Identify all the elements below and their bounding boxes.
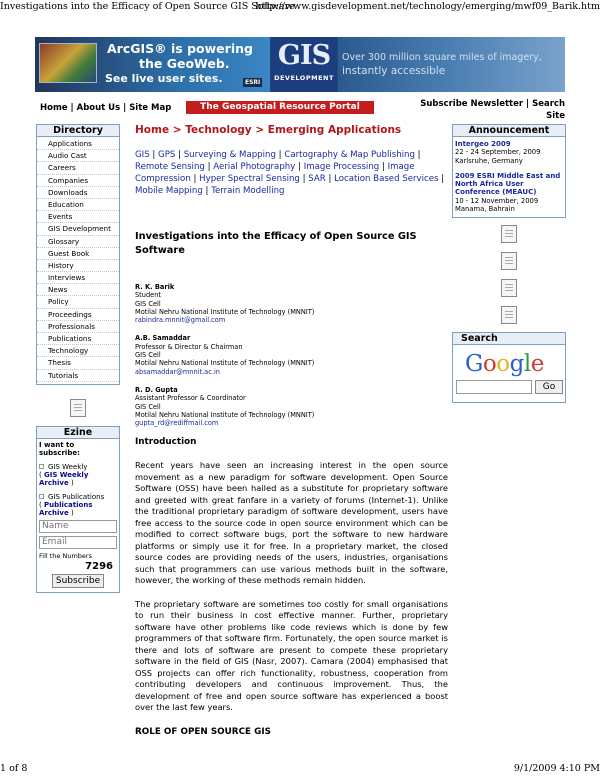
document-icon[interactable] [501, 252, 517, 270]
author-institute: Motilal Nehru National Institute of Technology (MNNIT) [135, 359, 315, 368]
topic-terrain-modelling[interactable]: Terrain Modelling [211, 186, 285, 196]
arcgis-ad[interactable] [35, 37, 270, 92]
author-role: Student [135, 291, 161, 300]
author-name: R. D. Gupta [135, 385, 178, 394]
topic-gis[interactable]: GIS [135, 150, 150, 160]
print-footer [0, 763, 600, 776]
map-thumbnail [39, 43, 97, 83]
breadcrumb-home[interactable]: Home [135, 124, 170, 136]
directory-item-thesis[interactable]: Thesis [37, 357, 119, 369]
author-block [135, 283, 448, 324]
topic-image-processing[interactable]: Image Processing [303, 162, 380, 172]
author-name: R. K. Barik [135, 283, 175, 291]
esri-logo: ESRI [245, 79, 261, 86]
directory-item-professionals[interactable]: Professionals [37, 321, 119, 333]
portal-tagline: The Geospatial Resource Portal [186, 101, 374, 114]
topic-links: GIS | GPS | Surveying & Mapping | Cartography & Map Publishing | Remote Sensing | Aerial Photography | Image Processing | Image Compression | Hyper Spectral Sensing | SAR | Location Based Services | Mobile Mapping | Terrain Modelling [135, 150, 445, 196]
topic-surveying[interactable]: Surveying & Mapping [183, 150, 276, 160]
author-dept: GIS Cell [135, 299, 161, 308]
topic-gps[interactable]: GPS [158, 150, 176, 160]
event-2-link[interactable]: 2009 ESRI Middle East and North Africa User Conference (MEAUC) [455, 171, 561, 197]
ad-line-2: the GeoWeb. [139, 56, 230, 71]
directory-item-guest-book[interactable]: Guest Book [37, 248, 119, 260]
topic-aerial-photography[interactable]: Aerial Photography [213, 162, 296, 172]
left-sidebar [36, 124, 120, 593]
directory-item-history[interactable]: History [37, 260, 119, 272]
author-name: A.B. Samaddar [135, 334, 191, 343]
directory-item-publications[interactable]: Publications [37, 333, 119, 345]
directory-item-companies[interactable]: Companies [37, 175, 119, 187]
nav-about-link[interactable]: About Us [76, 103, 121, 113]
google-go-button[interactable]: Go [535, 380, 563, 394]
nav-sitemap-link[interactable]: Site Map [129, 103, 172, 113]
breadcrumb-separator: > [172, 124, 182, 136]
author-block [135, 334, 448, 375]
directory-item-glossary[interactable]: Glossary [37, 236, 119, 248]
document-icon[interactable] [501, 279, 517, 297]
topic-sar[interactable]: SAR [308, 174, 326, 184]
google-search-input[interactable] [456, 380, 532, 394]
document-icon[interactable] [70, 399, 86, 417]
directory-list [36, 137, 120, 385]
breadcrumb-separator: > [255, 124, 265, 136]
right-sidebar [452, 124, 566, 403]
event-2-date: 10 - 12 November, 2009 [455, 196, 539, 205]
imagery-ad-line-2: instantly accessible [342, 65, 446, 77]
topic-image-compression[interactable]: Image Compression [135, 162, 415, 184]
directory-item-interviews[interactable]: Interviews [37, 272, 119, 284]
intro-paragraph-2: The proprietary software are sometimes too costly for small organisations to run their business in cost effective manner. Further, proprietary software have other problems like code reviews which is done by few programmers of that software firm. Fortunately, the open source market is there and lots of software are present to compete these proprietary software in the field of GIS (Nasr, 2007). Camara (2004) emphasised that OSS projects can offer rich functionality, robustness, cooperation from contributing developers and continuous improvement. Thus, the development of free and open source software has experienced a boost over the last few years. [135, 598, 448, 713]
publications-archive-link[interactable]: Publications Archive [39, 500, 93, 517]
announcement-list [452, 137, 566, 218]
directory-item-downloads[interactable]: Downloads [37, 187, 119, 199]
role-heading: ROLE OF OPEN SOURCE GIS [135, 726, 271, 737]
author-list [135, 283, 448, 427]
gis-publications-option [39, 493, 117, 501]
gis-weekly-option [39, 463, 117, 471]
directory-title: Directory [36, 124, 120, 137]
breadcrumb-technology[interactable]: Technology [185, 124, 252, 136]
intro-paragraph-1: Recent years have seen an increasing interest in the open source movement as a new paradigm for software development. Open Source Software (OSS) have been hailed as a substitute for proprietary software and greeted with great fanfare in a variety of forums (Internet-1). Unlike the traditional proprietary paradigm of software development, users have free access to the source code in open source environment which can be modified to correct software bugs, port the software to new hardware platforms or simply use it for free. In a proprietary market, the closed source codes are providing needs of the users, industries, organisations such that programmers can use various methods built in the software, however, the working of these methods remain hidden. [135, 460, 448, 586]
announcement-title: Announcement [452, 124, 566, 137]
directory-item-events[interactable]: Events [37, 211, 119, 223]
print-title: Investigations into the Efficacy of Open Source GIS Software [0, 1, 295, 12]
author-role: Professor & Director & Chairman [135, 342, 243, 351]
imagery-ad[interactable] [338, 37, 565, 92]
print-date: 9/1/2009 4:10 PM [513, 763, 600, 774]
ezine-form: I want to subscribe: GIS Weekly ( GIS Weekly Archive ) GIS Publications ( Publications Archive ) Name Email Fill the Numbers 7296 Subscribe [36, 439, 120, 593]
subscribe-nav: Subscribe Newsletter | Search Site [420, 99, 565, 121]
name-field[interactable] [39, 520, 117, 533]
logo-development-text: DEVELOPMENT [274, 74, 334, 82]
google-search-box [452, 345, 566, 403]
directory-item-education[interactable]: Education [37, 199, 119, 211]
ad-line-1: ArcGIS® is powering [107, 41, 253, 56]
author-dept: GIS Cell [135, 351, 161, 360]
author-dept: GIS Cell [135, 402, 161, 411]
captcha-number: 7296 [85, 560, 113, 572]
directory-item-applications[interactable]: Applications [37, 138, 119, 150]
author-block [135, 386, 448, 427]
ezine-want-label: I want to subscribe: [39, 440, 80, 457]
banner [35, 37, 565, 92]
directory-item-audio-cast[interactable]: Audio Cast [37, 150, 119, 162]
subscribe-newsletter-link[interactable]: Subscribe Newsletter [420, 99, 524, 109]
article-title: Investigations into the Efficacy of Open Source GIS Software [135, 231, 417, 256]
topic-lbs[interactable]: Location Based Services [334, 174, 439, 184]
event-1-link[interactable]: Intergeo 2009 [455, 140, 511, 148]
imagery-ad-line-1: Over 300 million square miles of imagery, [342, 52, 542, 63]
print-header [0, 0, 600, 14]
google-logo: Google [465, 351, 544, 378]
document-icon[interactable] [501, 225, 517, 243]
gis-weekly-checkbox[interactable] [39, 464, 44, 469]
logo-gis-text: GIS [277, 40, 331, 71]
author-institute: Motilal Nehru National Institute of Technology (MNNIT) [135, 307, 315, 316]
breadcrumb-section[interactable]: Emerging Applications [267, 124, 402, 136]
gis-publications-label: GIS Publications [48, 492, 105, 501]
main-content [135, 124, 448, 737]
fill-numbers-label: Fill the Numbers [39, 551, 92, 560]
event-1-date: 22 - 24 September, 2009 [455, 148, 541, 157]
gis-development-logo[interactable] [271, 37, 337, 92]
ad-line-3: See live user sites. [105, 72, 223, 85]
directory-item-proceedings[interactable]: Proceedings [37, 309, 119, 321]
directory-item-tutorials[interactable]: Tutorials [37, 370, 119, 382]
breadcrumb [135, 124, 448, 136]
gis-publications-checkbox[interactable] [39, 494, 44, 499]
event-1-place: Karlsruhe, Germany [455, 156, 523, 165]
topic-mobile-mapping[interactable]: Mobile Mapping [135, 186, 203, 196]
subscribe-button[interactable]: Subscribe [52, 574, 104, 588]
ezine-title: Ezine [36, 426, 120, 439]
directory-item-technology[interactable]: Technology [37, 345, 119, 357]
event-2-place: Manama, Bahrain [455, 205, 515, 214]
directory-item-careers[interactable]: Careers [37, 162, 119, 174]
topic-remote-sensing[interactable]: Remote Sensing [135, 162, 205, 172]
print-url: http://www.gisdevelopment.net/technology/emerging/mwf09_Barik.htm [255, 1, 600, 12]
page-number: 1 of 8 [0, 763, 28, 774]
gis-weekly-label: GIS Weekly [48, 462, 88, 471]
introduction-heading: Introduction [135, 437, 197, 448]
author-email-link[interactable]: gupta_rd@rediffmail.com [135, 419, 219, 428]
email-field[interactable] [39, 536, 117, 549]
directory-item-policy[interactable]: Policy [37, 296, 119, 308]
gis-weekly-archive-link[interactable]: GIS Weekly Archive [39, 470, 89, 487]
document-icon[interactable] [501, 306, 517, 324]
author-email-link[interactable]: rabindra.mnnit@gmail.com [135, 316, 226, 325]
nav-home-link[interactable]: Home [40, 103, 68, 113]
directory-item-news[interactable]: News [37, 284, 119, 296]
search-title: Search [452, 332, 566, 345]
topic-cartography[interactable]: Cartography & Map Publishing [284, 150, 415, 160]
author-role: Assistant Professor & Coordinator [135, 394, 246, 403]
directory-item-gis-development[interactable]: GIS Development [37, 223, 119, 235]
search-site-link[interactable]: Search Site [532, 99, 565, 121]
top-nav: Home | About Us | Site Map [40, 103, 172, 113]
topic-hyper-spectral[interactable]: Hyper Spectral Sensing [199, 174, 300, 184]
author-institute: Motilal Nehru National Institute of Technology (MNNIT) [135, 410, 315, 419]
author-email-link[interactable]: absamaddar@mnnit.ac.in [135, 367, 220, 376]
